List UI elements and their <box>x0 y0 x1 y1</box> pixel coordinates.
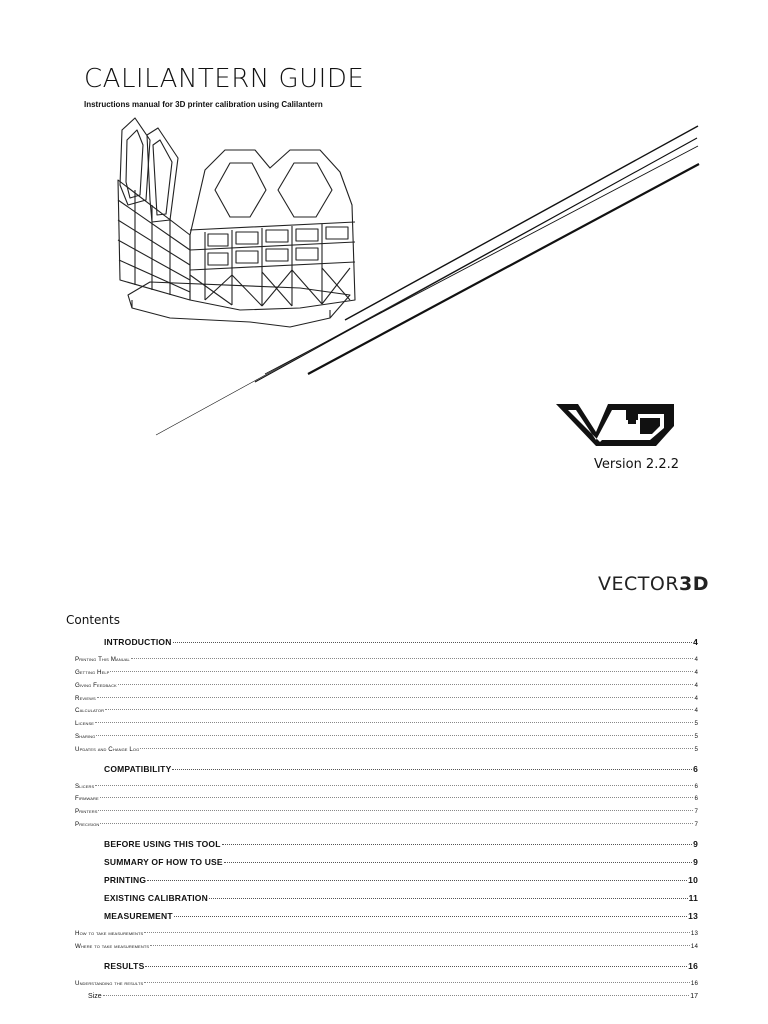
toc-entry[interactable] <box>104 961 698 971</box>
contents-heading: Contents <box>66 613 120 627</box>
toc-entry[interactable] <box>104 893 698 903</box>
v3d-logo-icon <box>556 404 674 446</box>
brand-suffix: 3D <box>679 573 710 595</box>
document-subtitle: Instructions manual for 3D printer calibration using Calilantern <box>84 100 323 109</box>
toc-label: MEASUREMENT <box>104 911 173 921</box>
toc-entry[interactable] <box>75 733 698 740</box>
brand-wordmark <box>598 573 709 595</box>
document-title: CALILANTERN GUIDE <box>84 64 365 94</box>
toc-label: Updates and Change Log <box>75 746 140 753</box>
toc-page: 16 <box>690 980 698 987</box>
toc-entry[interactable] <box>75 783 698 790</box>
toc-label: Getting Help <box>75 669 110 676</box>
toc-page: 11 <box>688 893 698 903</box>
toc-label: COMPATIBILITY <box>104 764 172 774</box>
toc-label: License <box>75 720 95 727</box>
toc-page: 6 <box>694 783 698 790</box>
toc-page: 7 <box>694 808 698 815</box>
toc-entry[interactable] <box>75 669 698 676</box>
toc-page: 6 <box>694 795 698 802</box>
toc-label: Reviews <box>75 695 96 702</box>
toc-page: 4 <box>694 695 698 702</box>
toc-entry[interactable] <box>75 980 698 987</box>
toc-page: 9 <box>693 839 698 849</box>
toc-label: INTRODUCTION <box>104 637 172 647</box>
toc-entry[interactable] <box>75 821 698 828</box>
toc-entry[interactable] <box>75 930 698 937</box>
toc-page: 4 <box>694 707 698 714</box>
toc-entry[interactable] <box>75 943 698 950</box>
toc-entry[interactable] <box>75 707 698 714</box>
toc-page: 5 <box>694 746 698 753</box>
toc-label: Understanding the results <box>75 980 144 987</box>
toc-label: Where to take measurements <box>75 943 150 950</box>
toc-page: 17 <box>690 993 698 1000</box>
toc-page: 9 <box>693 857 698 867</box>
toc-label: Precision <box>75 821 100 828</box>
calilantern-model-drawing <box>118 118 355 327</box>
toc-entry[interactable] <box>75 656 698 663</box>
toc-page: 4 <box>694 656 698 663</box>
toc-page: 5 <box>694 720 698 727</box>
toc-page: 13 <box>690 930 698 937</box>
toc-entry[interactable] <box>75 795 698 802</box>
toc-entry[interactable] <box>75 808 698 815</box>
toc-label: Printing This Manual <box>75 656 130 663</box>
brand-prefix: VECTOR <box>598 573 680 595</box>
toc-label: Slicers <box>75 783 95 790</box>
toc-page: 7 <box>694 821 698 828</box>
toc-entry[interactable] <box>104 875 698 885</box>
toc-label: BEFORE USING THIS TOOL <box>104 839 221 849</box>
toc-label: Calculator <box>75 707 105 714</box>
toc-entry[interactable] <box>104 637 698 647</box>
toc-label: PRINTING <box>104 875 147 885</box>
version-label: Version 2.2.2 <box>594 457 680 472</box>
toc-entry[interactable] <box>75 720 698 727</box>
toc-label: Printers <box>75 808 98 815</box>
toc-entry[interactable] <box>75 746 698 753</box>
toc-page: 4 <box>694 669 698 676</box>
toc-page: 14 <box>690 943 698 950</box>
toc-label: Sharing <box>75 733 96 740</box>
toc-page: 4 <box>694 682 698 689</box>
toc-page: 6 <box>693 764 698 774</box>
toc-page: 5 <box>694 733 698 740</box>
toc-label: SUMMARY OF HOW TO USE <box>104 857 223 867</box>
toc-entry[interactable] <box>104 857 698 867</box>
toc-entry[interactable] <box>88 993 698 1000</box>
toc-entry[interactable] <box>75 695 698 702</box>
toc-label: Size <box>88 993 102 1000</box>
toc-entry[interactable] <box>75 682 698 689</box>
toc-entry[interactable] <box>104 911 698 921</box>
toc-label: How to take measurements <box>75 930 144 937</box>
toc-label: Giving Feedback <box>75 682 117 689</box>
toc-page: 4 <box>693 637 698 647</box>
toc-entry[interactable] <box>104 764 698 774</box>
toc-label: Firmware <box>75 795 99 802</box>
toc-page: 13 <box>688 911 698 921</box>
toc-label: RESULTS <box>104 961 145 971</box>
toc-entry[interactable] <box>104 839 698 849</box>
toc-label: EXISTING CALIBRATION <box>104 893 208 903</box>
toc-page: 16 <box>688 961 698 971</box>
toc-page: 10 <box>688 875 698 885</box>
